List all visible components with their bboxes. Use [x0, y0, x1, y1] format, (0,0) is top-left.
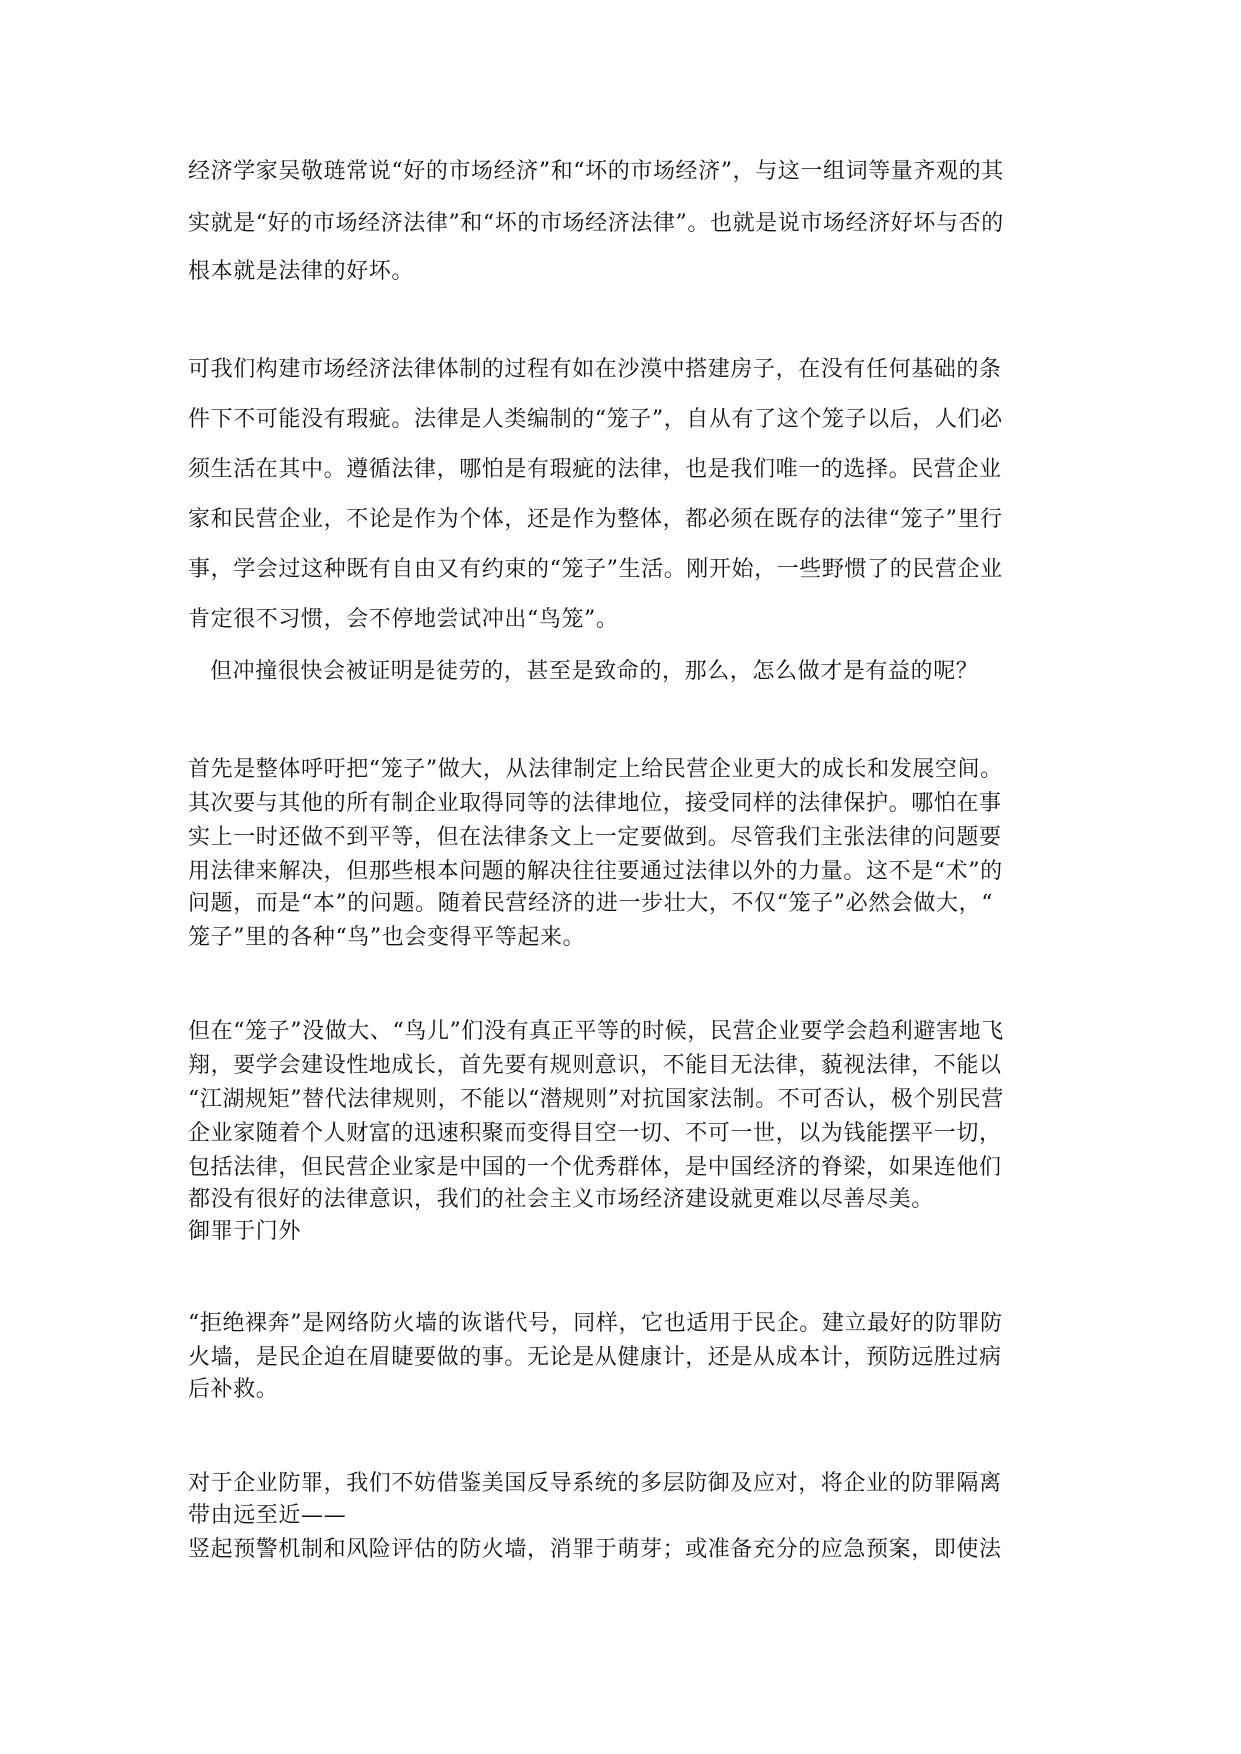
- p4-line-6: 笼子”里的各种“鸟”也会变得平等起来。: [188, 925, 586, 950]
- p7-line-2: 带由远至近——: [188, 1503, 347, 1528]
- p1-line-1: 经济学家吴敬琏常说“好的市场经济”和“坏的市场经济”，与这一组词等量齐观的其: [188, 159, 1004, 184]
- p7-line-1: 对于企业防罪，我们不妨借鉴美国反导系统的多层防御及应对，将企业的防罪隔离: [188, 1471, 1002, 1496]
- p5-line-5: 包括法律，但民营企业家是中国的一个优秀群体，是中国经济的脊梁，如果连他们: [188, 1155, 1002, 1180]
- p4-line-3: 实上一时还做不到平等，但在法律条文上一定要做到。尽管我们主张法律的问题要: [188, 825, 1002, 850]
- p1-line-3: 根本就是法律的好坏。: [188, 259, 415, 284]
- p2-line-2: 件下不可能没有瑕疵。法律是人类编制的“笼子”，自从有了这个笼子以后，人们必: [188, 407, 1003, 432]
- p5-line-3: “江湖规矩”替代法律规则，不能以“潜规则”对抗国家法制。不可否认，极个别民营: [188, 1087, 1004, 1112]
- p4-line-4: 用法律来解决，但那些根本问题的解决往往要通过法律以外的力量。这不是“术”的: [188, 859, 1003, 884]
- p5-line-1: 但在“笼子”没做大、“鸟儿”们没有真正平等的时候，民营企业要学会趋利避害地飞: [188, 1019, 1004, 1044]
- p4-line-5: 问题，而是“本”的问题。随着民营经济的进一步壮大，不仅“笼子”必然会做大，“: [188, 891, 994, 916]
- p2-line-3: 须生活在其中。遵循法律，哪怕是有瑕疵的法律，也是我们唯一的选择。民营企业: [188, 457, 1002, 482]
- p2-line-6: 肯定很不习惯，会不停地尝试冲出“鸟笼”。: [188, 607, 619, 632]
- p5-line-6: 都没有很好的法律意识，我们的社会主义市场经济建设就更难以尽善尽美。: [188, 1187, 934, 1212]
- p2-line-1: 可我们构建市场经济法律体制的过程有如在沙漠中搭建房子，在没有任何基础的条: [188, 357, 1002, 382]
- p5-line-4: 企业家随着个人财富的迅速积聚而变得目空一切、不可一世，以为钱能摆平一切，: [188, 1121, 1002, 1146]
- p6-line-1: “拒绝裸奔”是网络防火墙的诙谐代号，同样，它也适用于民企。建立最好的防罪防: [188, 1311, 1003, 1336]
- p1-line-2: 实就是“好的市场经济法律”和“坏的市场经济法律”。也就是说市场经济好坏与否的: [188, 211, 1004, 236]
- p5-line-7: 御罪于门外: [188, 1219, 302, 1244]
- p2-line-4: 家和民营企业，不论是作为个体，还是作为整体，都必须在既存的法律“笼子”里行: [188, 507, 1003, 532]
- p4-line-2: 其次要与其他的所有制企业取得同等的法律地位，接受同样的法律保护。哪怕在事: [188, 791, 1002, 816]
- p4-line-1: 首先是整体呼吁把“笼子”做大，从法律制定上给民营企业更大的成长和发展空间。: [188, 757, 1003, 782]
- p3-line-1: 但冲撞很快会被证明是徒劳的，甚至是致命的，那么，怎么做才是有益的呢？: [210, 659, 979, 684]
- p7-line-3: 竖起预警机制和风险评估的防火墙，消罪于萌芽；或准备充分的应急预案，即使法: [188, 1537, 1002, 1562]
- p5-line-2: 翔，要学会建设性地成长，首先要有规则意识，不能目无法律，藐视法律，不能以: [188, 1053, 1002, 1078]
- p6-line-3: 后补救。: [188, 1377, 279, 1402]
- p2-line-5: 事，学会过这种既有自由又有约束的“笼子”生活。刚开始，一些野惯了的民营企业: [188, 557, 1003, 582]
- p6-line-2: 火墙，是民企迫在眉睫要做的事。无论是从健康计，还是从成本计，预防远胜过病: [188, 1345, 1002, 1370]
